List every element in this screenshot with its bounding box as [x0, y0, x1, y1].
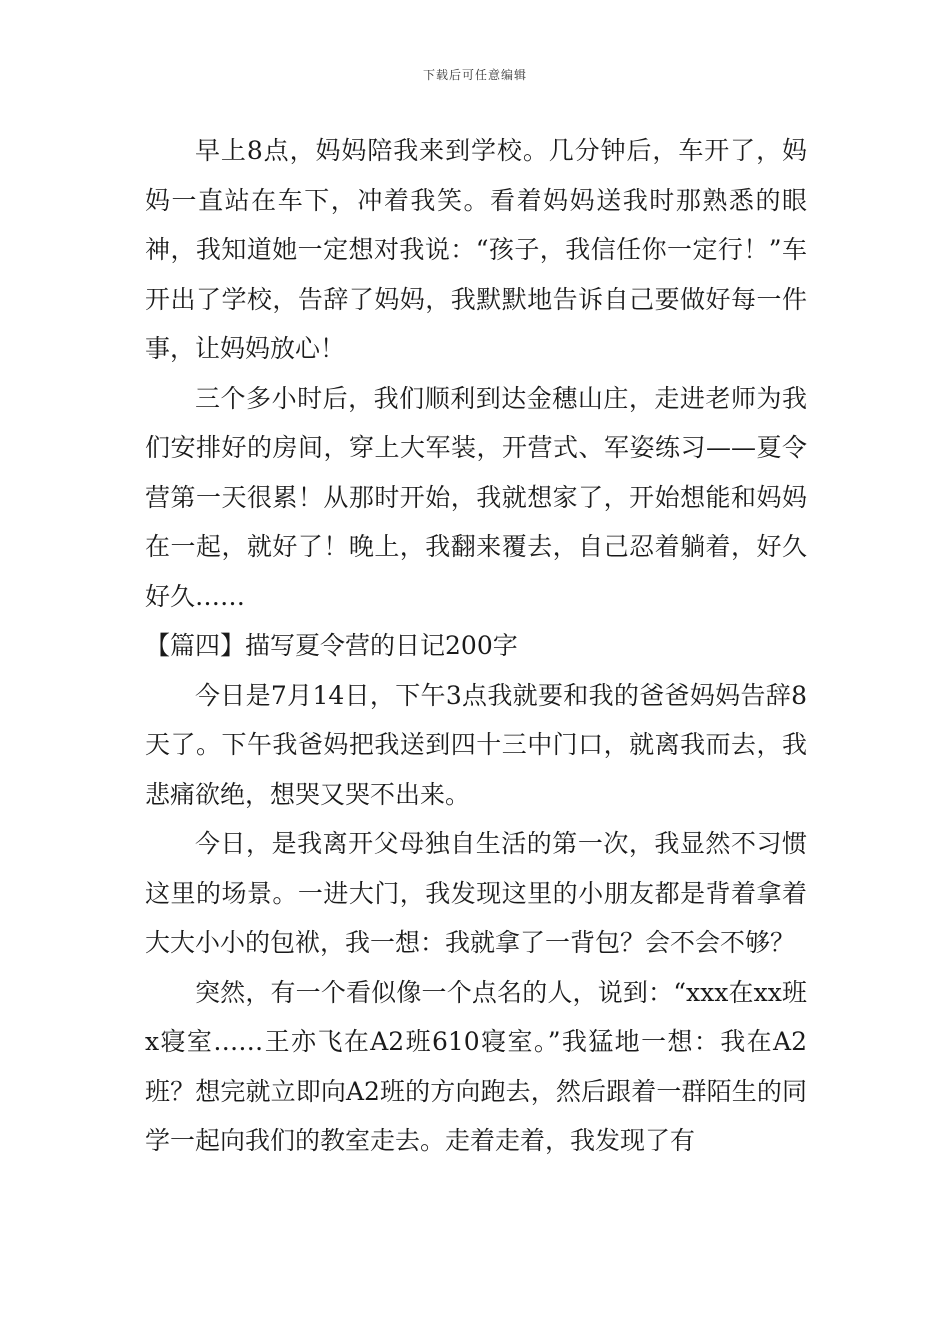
paragraph-1: 早上8点，妈妈陪我来到学校。几分钟后，车开了，妈妈一直站在车下，冲着我笑。看着妈妈送我时那熟悉的眼神，我知道她一定想对我说：“孩子，我信任你一定行！”车开出了学校，告辞了妈妈，我默默地告诉自己要做好每一件事，让妈妈放心！	[145, 136, 807, 363]
paragraph-3: 今日是7月14日，下午3点我就要和我的爸爸妈妈告辞8天了。下午我爸妈把我送到四十三中门口，就离我而去，我悲痛欲绝，想哭又哭不出来。	[145, 680, 807, 809]
paragraph-2: 三个多小时后，我们顺利到达金穗山庄，走进老师为我们安排好的房间，穿上大军装，开营式、军姿练习——夏令营第一天很累！从那时开始，我就想家了，开始想能和妈妈在一起，就好了！晚上，我翻来覆去，自己忍着躺着，好久好久……	[145, 383, 807, 611]
document-body	[145, 126, 807, 1166]
section-heading: 【篇四】描写夏令营的日记200字	[145, 631, 518, 660]
header-note: 下载后可任意编辑	[422, 68, 527, 82]
paragraph-4: 今日，是我离开父母独自生活的第一次，我显然不习惯这里的场景。一进大门，我发现这里的小朋友都是背着拿着大大小小的包袱，我一想：我就拿了一背包？会不会不够？	[145, 829, 807, 957]
paragraph-5: 突然，有一个看似像一个点名的人，说到：“xxx在xx班x寝室……王亦飞在A2班610寝室。”我猛地一想：我在A2班？想完就立即向A2班的方向跑去，然后跟着一群陌生的同学一起向我们的教室走去。走着走着，我发现了有	[145, 977, 807, 1155]
